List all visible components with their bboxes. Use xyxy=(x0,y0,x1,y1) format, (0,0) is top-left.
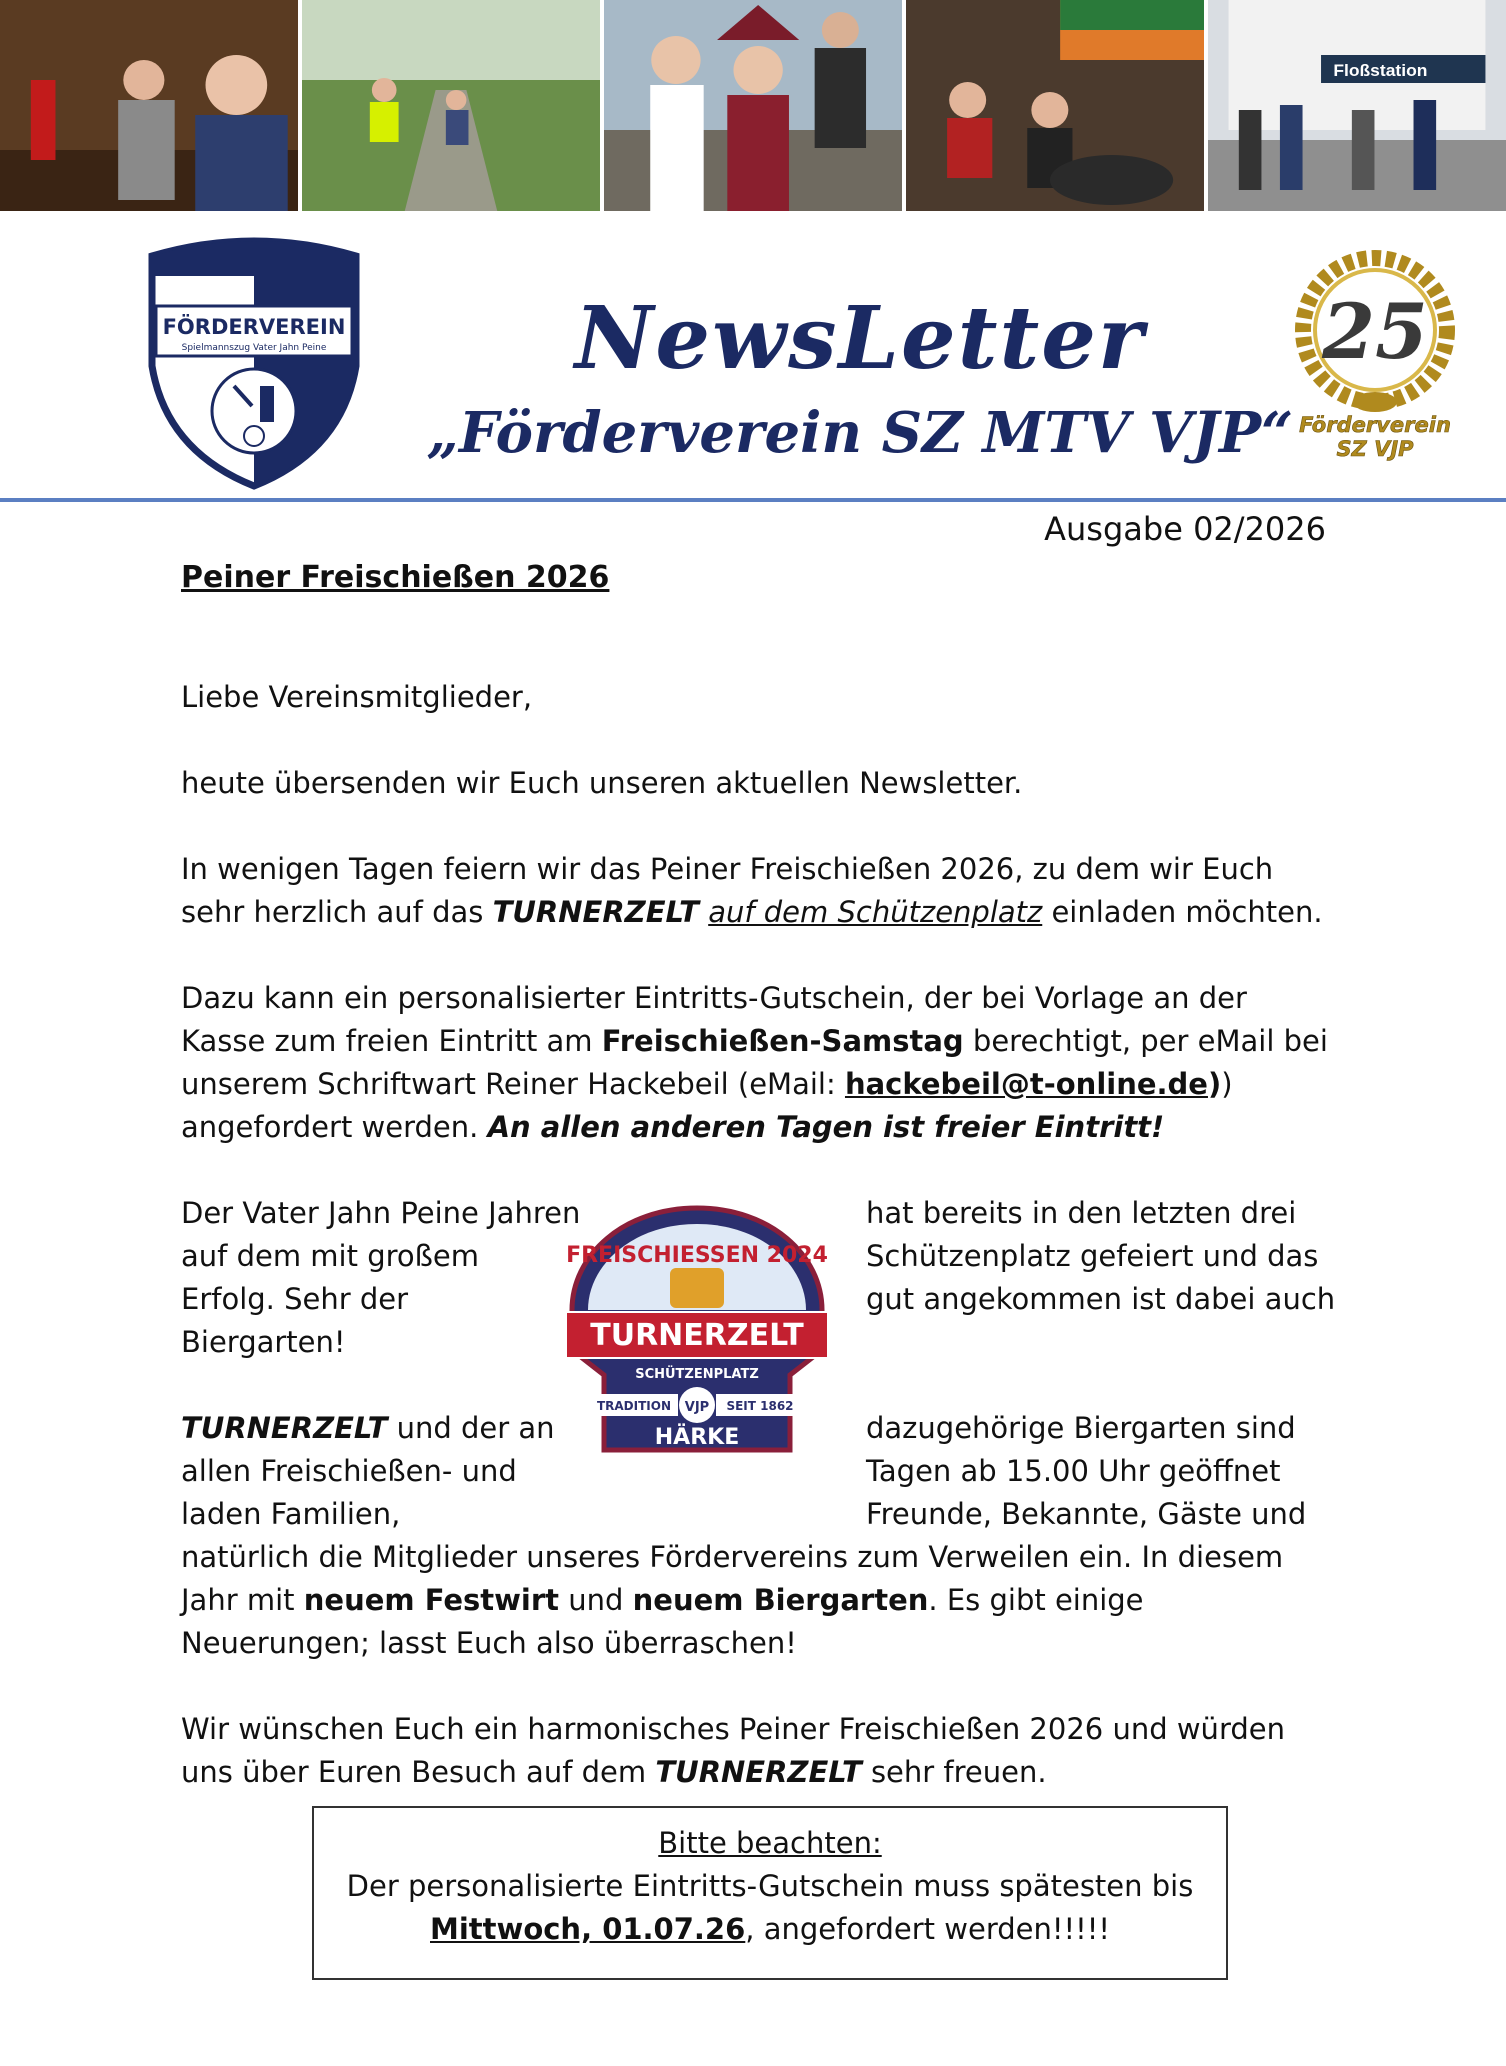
anniversary-number: 25 xyxy=(1322,287,1428,376)
notice-deadline: Mittwoch, 01.07.26 xyxy=(430,1912,746,1946)
voucher-paragraph xyxy=(181,977,1331,1149)
badge-name: TURNERZELT xyxy=(590,1318,804,1353)
badge-tradition: TRADITION xyxy=(596,1399,672,1413)
new-host-emphasis: neuem Festwirt xyxy=(303,1583,560,1617)
photo-pub-gathering xyxy=(906,0,1204,211)
anniversary-25-logo xyxy=(1285,250,1465,470)
notice-box xyxy=(312,1806,1228,1980)
photo-bar-scene xyxy=(0,0,298,211)
anniversary-text-1: Förderverein xyxy=(1299,413,1451,437)
intro-paragraph: heute übersenden wir Euch unseren aktuellen Newsletter. xyxy=(181,766,1023,800)
badge-vjp: VJP xyxy=(684,1400,710,1415)
invitation-paragraph xyxy=(181,848,1331,934)
members-paragraph xyxy=(181,1536,1331,1665)
location-emphasis: auf dem Schützenplatz xyxy=(708,895,1043,929)
members-text-e: . Es gibt einige Neuerungen; lasst Euch also überraschen! xyxy=(181,1583,1144,1660)
notice-line-2 xyxy=(314,1908,1226,1951)
notice-line-1: Der personalisierte Eintritts-Gutschein muss spätesten bis xyxy=(346,1869,1194,1903)
greeting: Liebe Vereinsmitglieder, xyxy=(181,680,533,714)
invitation-text-a: In wenigen Tagen feiern wir das Peiner Freischießen 2026, zu dem wir Euch sehr herzlich auf das xyxy=(181,852,1274,929)
free-entry-note: An allen anderen Tagen ist freier Eintritt! xyxy=(487,1110,1165,1144)
notice-line-2-rest: , angefordert werden!!!!! xyxy=(745,1912,1110,1946)
badge-brand: HÄRKE xyxy=(654,1425,740,1450)
photo-sign-text: Floßstation xyxy=(1333,60,1428,80)
column-right-2: dazugehörige Biergarten sind Tagen ab 15.00 Uhr geöffnet Freunde, Bekannte, Gäste und xyxy=(866,1411,1307,1531)
column-left-2-text: und der an allen Freischießen- und laden Familien, xyxy=(181,1411,555,1531)
email-link[interactable]: hackebeil@t-online.de xyxy=(844,1067,1208,1101)
invitation-text-d: einladen möchten. xyxy=(1042,895,1323,929)
notice-title: Bitte beachten: xyxy=(658,1826,882,1860)
turnerzelt-emphasis: TURNERZELT xyxy=(492,895,699,929)
members-text-c: und xyxy=(559,1583,633,1617)
newsletter-subtitle: „Förderverein SZ MTV VJP“ xyxy=(426,400,1294,466)
voucher-text-a: Dazu kann ein personalisierter Eintritts-Gutschein, der bei Vorlage an der Kasse zum freien Eintritt am xyxy=(181,981,1247,1058)
shield-title-text: FÖRDERVEREIN xyxy=(162,315,346,339)
photo-flossstation xyxy=(1208,0,1506,211)
column-left-2 xyxy=(181,1407,581,1536)
badge-arc-text: FREISCHIESSEN 2024 xyxy=(566,1243,828,1268)
closing-text-a: Wir wünschen Euch ein harmonisches Peiner Freischießen 2026 und würden uns über Euren Besuch auf dem xyxy=(181,1712,1285,1789)
header-photo-strip xyxy=(0,0,1506,211)
closing-paragraph xyxy=(181,1708,1331,1794)
issue-number: Ausgabe 02/2026 xyxy=(1044,510,1326,548)
column-right-1: hat bereits in den letzten drei Schützenplatz gefeiert und das gut angekommen ist dabei auch xyxy=(866,1196,1336,1316)
article-heading: Peiner Freischießen 2026 xyxy=(181,560,610,595)
photo-costume-group xyxy=(604,0,902,211)
turnerzelt-emphasis-2: TURNERZELT xyxy=(181,1411,388,1445)
new-beergarden-emphasis: neuem Biergarten xyxy=(632,1583,929,1617)
voucher-text-c: berechtigt, per eMail bei unserem Schriftwart Reiner Hackebeil (eMail: xyxy=(181,1024,1328,1101)
anniversary-text-2: SZ VJP xyxy=(1336,437,1414,461)
foerderverein-shield-logo xyxy=(142,236,366,492)
members-text-a: natürlich die Mitglieder unseres Fördervereins zum Verweilen ein. In diesem Jahr mit xyxy=(181,1540,1284,1617)
turnerzelt-badge xyxy=(560,1200,834,1476)
turnerzelt-emphasis-3: TURNERZELT xyxy=(655,1755,862,1789)
voucher-text-d: ) angefordert werden. xyxy=(181,1067,1233,1144)
badge-place: SCHÜTZENPLATZ xyxy=(635,1367,759,1382)
voucher-text-d-paren: ) xyxy=(1207,1067,1222,1101)
shield-subtitle-text: Spielmannszug Vater Jahn Peine xyxy=(181,343,327,353)
badge-since: SEIT 1862 xyxy=(726,1399,794,1413)
newsletter-title: NewsLetter xyxy=(574,288,1146,389)
saturday-emphasis: Freischießen-Samstag xyxy=(601,1024,964,1058)
column-left-1: Der Vater Jahn Peine Jahren auf dem mit großem Erfolg. Sehr der Biergarten! xyxy=(181,1196,581,1359)
photo-bike-tour xyxy=(302,0,600,211)
closing-text-c: sehr freuen. xyxy=(861,1755,1047,1789)
header-divider xyxy=(0,498,1506,502)
